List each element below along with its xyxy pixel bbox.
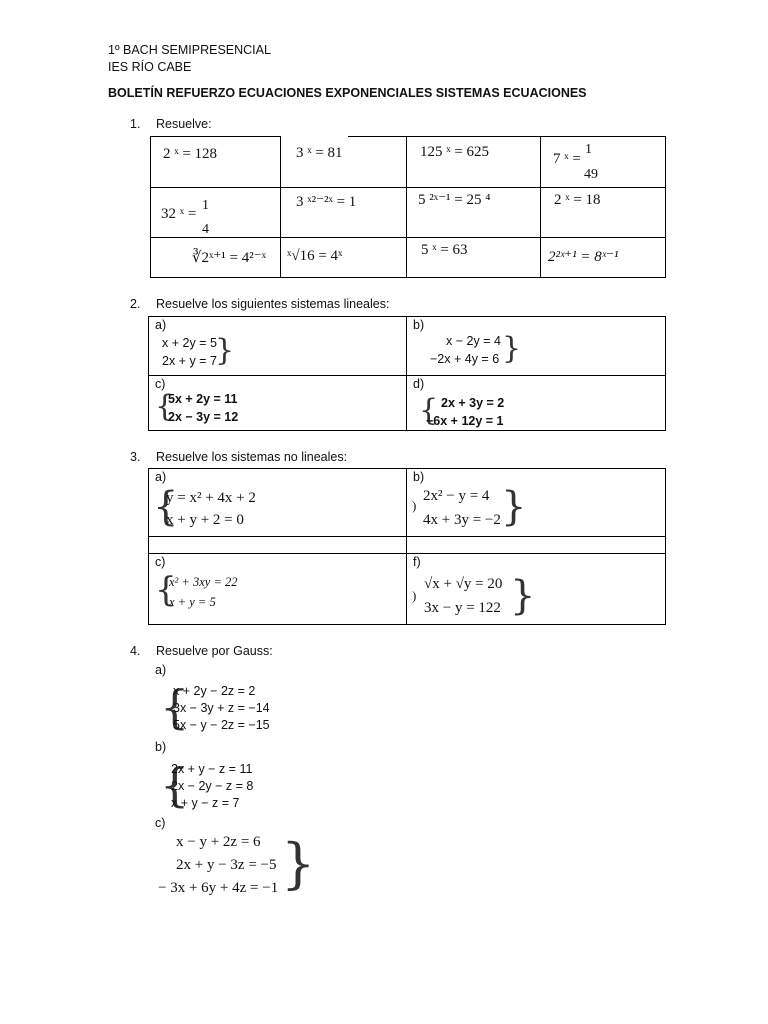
item-label: c) [155, 816, 166, 830]
system-4a-eq2: 3x − 3y + z = −14 [173, 701, 270, 715]
school-name: IES RÍO CABE [108, 60, 192, 74]
question-text: Resuelve los sistemas no lineales: [156, 450, 348, 464]
system-4b-eq3: x + y − z = 7 [171, 796, 240, 810]
right-brace-icon: } [502, 331, 522, 366]
eq-1f: 3 ˣ²⁻²ˣ = 1 [296, 194, 357, 210]
system-3f-eq2: 3x − y = 122 [424, 600, 501, 616]
system-3c-eq1: x² + 3xy = 22 [169, 575, 238, 589]
item-label: a) [155, 663, 167, 677]
left-brace-icon: { [160, 758, 190, 812]
eq-1d-left: 7 ˣ = [553, 151, 581, 167]
question-number: 3. [130, 450, 141, 464]
item-label: a) [155, 318, 167, 332]
system-2c-eq1: 5x + 2y = 11 [168, 392, 238, 406]
system-2a-eq2: 2x + y = 7 [162, 354, 217, 368]
left-brace-icon: { [155, 570, 177, 610]
eq-1c: 125 ˣ = 625 [420, 144, 490, 160]
item-label: f) [413, 555, 421, 569]
eq-1b: 3 ˣ = 81 [296, 145, 343, 161]
eq-1h: 2 ˣ = 18 [554, 192, 601, 208]
item-label: c) [155, 377, 166, 391]
system-2d-eq2: −6x + 12y = 1 [426, 414, 504, 428]
system-2b-eq1: x − 2y = 4 [446, 334, 501, 348]
item-label: d) [413, 377, 425, 391]
left-brace-icon: { [419, 393, 439, 428]
question-number: 2. [130, 297, 141, 311]
system-3c-eq2: x + y = 5 [169, 595, 216, 609]
question-3 [130, 450, 347, 464]
eq-1k: 5 ˣ = 63 [421, 242, 468, 258]
question-text: Resuelve por Gauss: [156, 644, 273, 658]
system-3a-eq2: x + y + 2 = 0 [166, 512, 244, 528]
eq-1d-numerator: 1 [585, 142, 592, 157]
system-2d-eq1: 2x + 3y = 2 [441, 396, 505, 410]
question-text: Resuelve los siguientes sistemas lineales: [156, 297, 390, 311]
course-name: 1º BACH SEMIPRESENCIAL [108, 43, 271, 57]
system-4a-eq1: x + 2y − 2z = 2 [173, 684, 256, 698]
eq-1j: ˣ√16 = 4ˣ [287, 248, 343, 264]
question-2 [130, 297, 389, 311]
item-label: b) [155, 740, 167, 754]
eq-1g: 5 ²ˣ⁻¹ = 25 ⁴ [418, 192, 491, 208]
right-brace-icon: } [510, 573, 536, 619]
question-number: 1. [130, 117, 141, 131]
system-3a-eq1: y = x² + 4x + 2 [166, 490, 256, 506]
document-title: BOLETÍN REFUERZO ECUACIONES EXPONENCIALES SISTEMAS ECUACIONES [108, 86, 587, 100]
item-label: c) [155, 555, 166, 569]
eq-1i: ∛2ˣ⁺¹ = 4²⁻ˣ [192, 250, 267, 266]
system-3f-eq1: √x + √y = 20 [424, 576, 503, 592]
system-4c-eq3: − 3x + 6y + 4z = −1 [158, 880, 279, 896]
item-label: b) [413, 318, 425, 332]
system-4c-eq2: 2x + y − 3z = −5 [176, 857, 277, 873]
system-2a-eq1: x + 2y = 5 [162, 336, 217, 350]
system-4b-eq1: 2x + y − z = 11 [171, 762, 253, 776]
item-label: a) [155, 470, 167, 484]
system-3b-eq1: 2x² − y = 4 [423, 488, 490, 504]
system-4b-eq2: 2x − 2y − z = 8 [171, 779, 254, 793]
paren-icon: ) [412, 588, 417, 603]
right-brace-icon: } [501, 484, 527, 530]
right-brace-icon: } [281, 832, 316, 895]
item-label: b) [413, 470, 425, 484]
question-number: 4. [130, 644, 141, 658]
eq-1e-left: 32 ˣ = [161, 206, 197, 222]
eq-1e-denominator: 4 [202, 222, 209, 237]
eq-1d-denominator: 49 [584, 167, 598, 182]
eq-1a: 2 ˣ = 128 [163, 146, 218, 162]
eq-1e-numerator: 1 [202, 198, 209, 213]
question-text: Resuelve: [156, 117, 212, 131]
left-brace-icon: { [153, 484, 179, 530]
system-4a-eq3: 5x − y − 2z = −15 [173, 718, 270, 732]
system-2b-eq2: −2x + 4y = 6 [430, 352, 500, 366]
eq-1l: 2²ˣ⁺¹ = 8ˣ⁻¹ [548, 249, 619, 265]
question-1 [130, 117, 212, 131]
right-brace-icon: } [215, 333, 235, 368]
system-3b-eq2: 4x + 3y = −2 [423, 512, 501, 528]
left-brace-icon: { [160, 680, 190, 734]
system-2c-eq2: 2x − 3y = 12 [168, 410, 239, 424]
paren-icon: ) [412, 498, 417, 513]
question-4 [130, 644, 273, 658]
left-brace-icon: { [155, 389, 175, 424]
system-4c-eq1: x − y + 2z = 6 [176, 834, 261, 850]
